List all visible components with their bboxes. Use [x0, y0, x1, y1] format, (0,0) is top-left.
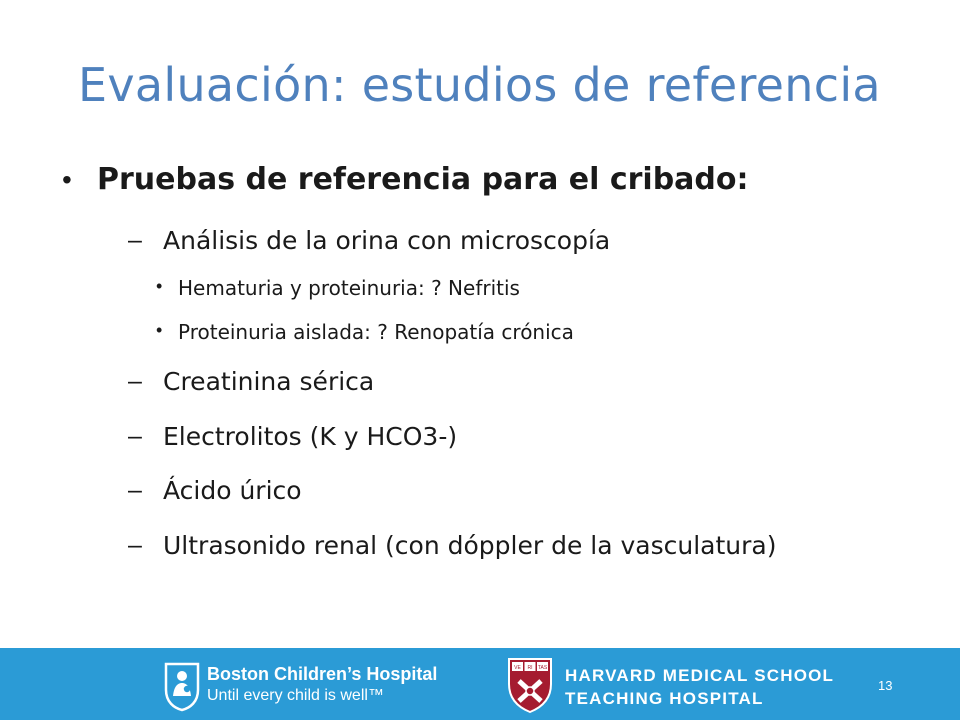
bullet-icon: •	[156, 320, 163, 340]
section-heading: Pruebas de referencia para el cribado:	[97, 162, 749, 197]
page-number: 13	[878, 678, 893, 693]
sub-list-item: Hematuria y proteinuria: ? Nefritis	[178, 276, 520, 300]
list-item: Electrolitos (K y HCO3-)	[163, 422, 458, 451]
bch-name: Boston Children’s Hospital	[207, 664, 438, 684]
dash-icon: –	[128, 367, 142, 395]
bullet-icon: •	[156, 276, 163, 296]
dash-icon: –	[128, 476, 142, 504]
dash-icon: –	[128, 531, 142, 559]
svg-text:TAS: TAS	[537, 665, 548, 671]
hms-subtitle: TEACHING HOSPITAL	[565, 689, 764, 708]
list-item: Ultrasonido renal (con dóppler de la vasculatura)	[163, 531, 777, 560]
svg-text:VE: VE	[514, 665, 521, 671]
slide-title: Evaluación: estudios de referencia	[78, 58, 881, 112]
list-item: Análisis de la orina con microscopía	[163, 226, 611, 255]
sub-list-item: Proteinuria aislada: ? Renopatía crónica	[178, 320, 574, 344]
svg-text:RI: RI	[527, 665, 533, 671]
dash-icon: –	[128, 226, 142, 254]
boston-childrens-logo-icon	[160, 660, 204, 712]
bullet-icon: •	[62, 164, 72, 195]
hms-name: HARVARD MEDICAL SCHOOL	[565, 666, 835, 685]
list-item: Ácido úrico	[163, 476, 302, 505]
list-item: Creatinina sérica	[163, 367, 375, 396]
dash-icon: –	[128, 422, 142, 450]
bch-tagline: Until every child is well™	[207, 687, 384, 704]
harvard-shield-icon	[506, 656, 554, 714]
